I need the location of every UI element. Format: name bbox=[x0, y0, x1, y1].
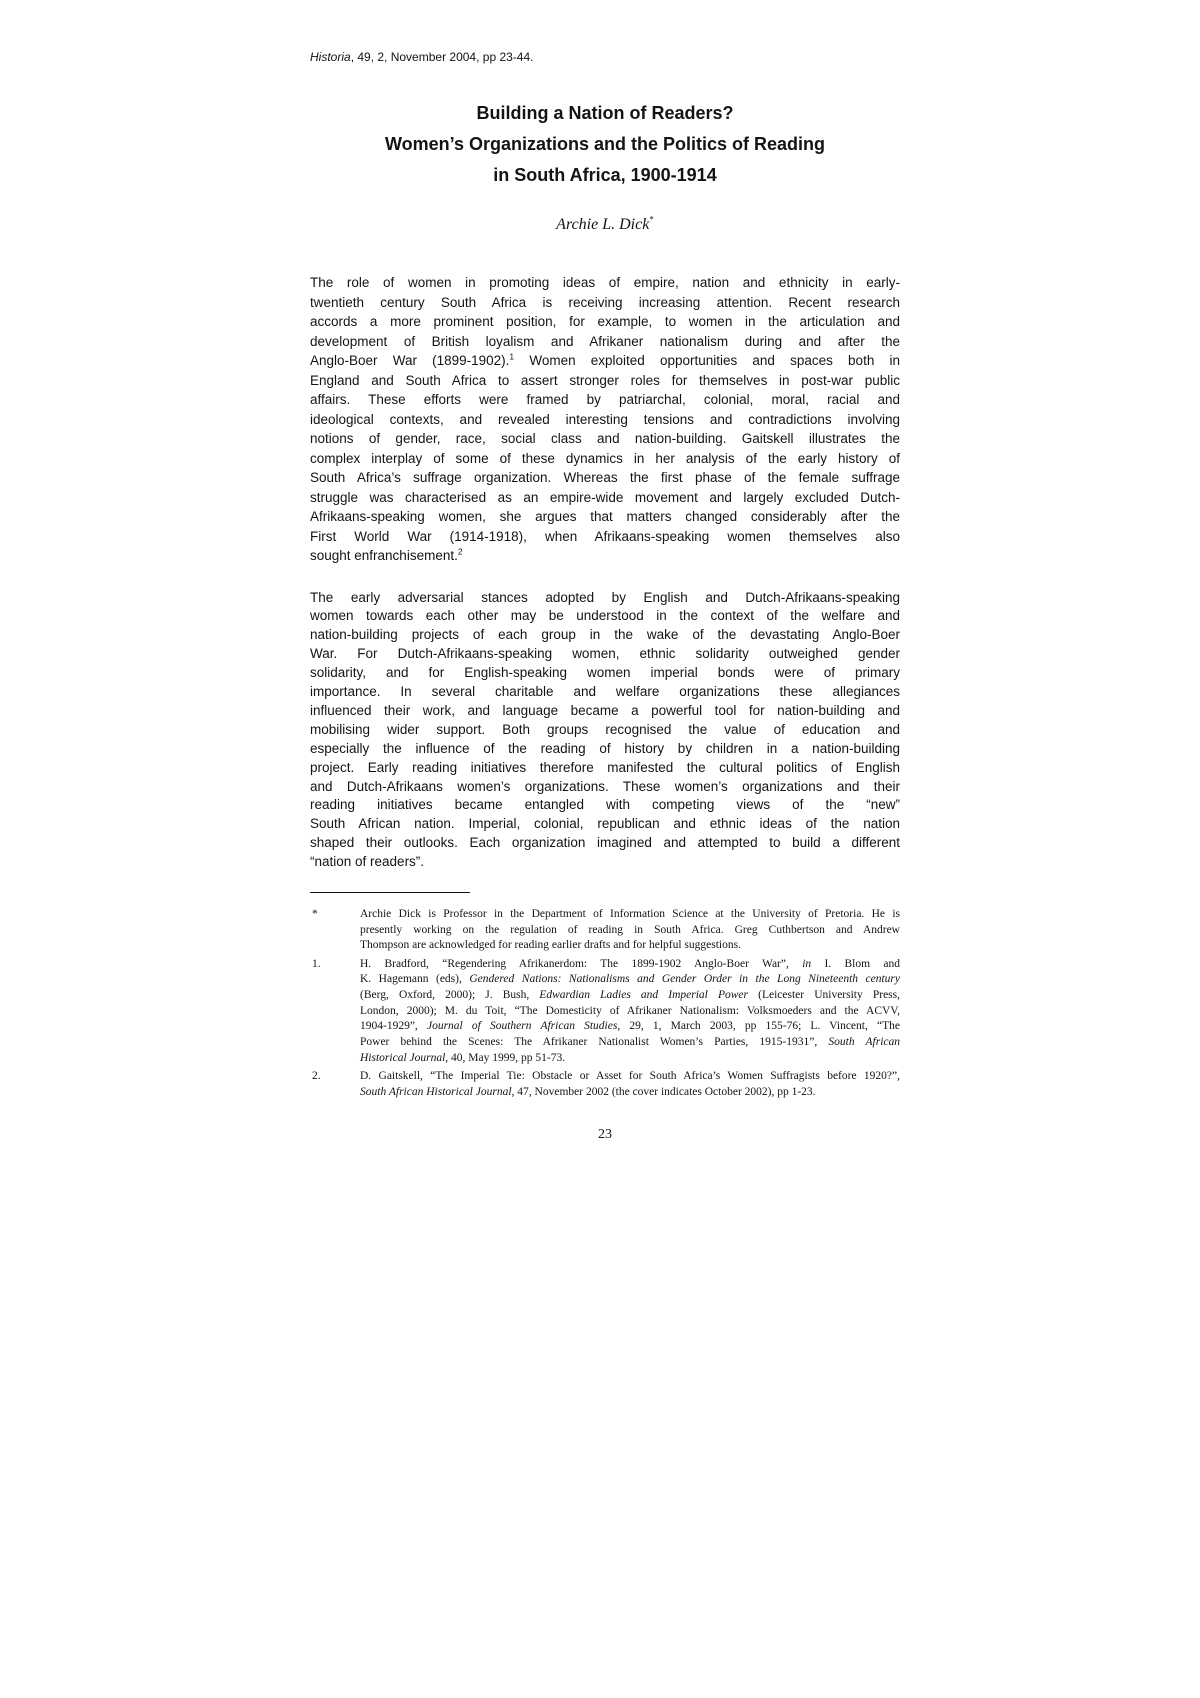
text-line: England and South Africa to assert stronger roles for themselves in post-war public bbox=[310, 372, 900, 388]
text-line bbox=[360, 1035, 900, 1051]
text-line: importance. In several charitable and welfare organizations these allegiances bbox=[310, 684, 900, 700]
title-line: Building a Nation of Readers? bbox=[476, 103, 734, 123]
text-line: project. Early reading initiatives therefore manifested the cultural politics of English bbox=[310, 759, 900, 775]
text-line: South Africa’s suffrage organization. Whereas the first phase of the female suffrage bbox=[310, 470, 900, 485]
text-line bbox=[360, 972, 900, 988]
title-line: in South Africa, 1900-1914 bbox=[493, 165, 717, 185]
text-segment: (Leicester University Press, bbox=[748, 989, 900, 1002]
author-name: Archie L. Dick bbox=[556, 216, 650, 233]
running-header bbox=[310, 48, 533, 66]
text-line: South African nation. Imperial, colonial, republican and ethnic ideas of the nation bbox=[310, 816, 900, 832]
text-line: The role of women in promoting ideas of empire, nation and ethnicity in early- bbox=[310, 275, 900, 290]
footnote-reference: 1 bbox=[509, 351, 515, 362]
text-line: mobilising wider support. Both groups recognised the value of education and bbox=[310, 721, 900, 737]
italic-text: South African bbox=[828, 1036, 900, 1049]
author-byline bbox=[310, 215, 900, 235]
footnote bbox=[310, 907, 900, 954]
text-line: shaped their outlooks. Each organization imagined and attempted to build a different bbox=[310, 835, 900, 851]
text-line: reading initiatives became entangled with competing views of the “new” bbox=[310, 797, 900, 813]
footnote-marker: 2. bbox=[312, 1070, 321, 1083]
footnote-text bbox=[360, 1069, 900, 1100]
text-line: Afrikaans-speaking women, she argues that matters changed considerably after the bbox=[310, 509, 900, 524]
text-segment: (Berg, Oxford, 2000); J. Bush, bbox=[360, 989, 540, 1002]
text-line bbox=[310, 351, 900, 371]
footnote-text bbox=[360, 907, 900, 954]
text-line: development of British loyalism and Afrikaner nationalism during and after the bbox=[310, 333, 900, 349]
text-line bbox=[310, 546, 900, 566]
italic-text: in bbox=[802, 957, 812, 970]
text-line: Thompson are acknowledged for reading earlier drafts and for helpful suggestions. bbox=[360, 939, 741, 952]
text-line: affairs. These efforts were framed by patriarchal, colonial, moral, racial and bbox=[310, 392, 900, 407]
text-segment: , 40, May 1999, pp 51-73. bbox=[445, 1051, 566, 1064]
text-line bbox=[360, 988, 900, 1004]
page-number: 23 bbox=[598, 1127, 612, 1142]
text-line: presently working on the regulation of reading in South Africa. Greg Cuthbertson and Andrew bbox=[360, 923, 900, 936]
text-line: D. Gaitskell, “The Imperial Tie: Obstacle or Asset for South Africa’s Women Suffragists before 1920?”, bbox=[360, 1070, 900, 1083]
text-segment: Anglo-Boer War (1899-1902). bbox=[310, 353, 510, 368]
author-note-marker: * bbox=[649, 214, 654, 225]
text-line: London, 2000); M. du Toit, “The Domesticity of Afrikaner Nationalism: Volksmoeders and the ACVV, bbox=[360, 1004, 900, 1017]
footnotes bbox=[310, 907, 900, 1103]
text-line: “nation of readers”. bbox=[310, 854, 425, 870]
italic-text: Gendered Nations: Nationalisms and Gender Order in the Long Nineteenth century bbox=[469, 973, 901, 986]
text-segment: 1904-1929”, bbox=[360, 1020, 427, 1033]
text-line bbox=[360, 1019, 900, 1035]
text-line: struggle was characterised as an empire-wide movement and largely excluded Dutch- bbox=[310, 489, 900, 505]
italic-text: Historical Journal bbox=[360, 1051, 446, 1064]
text-line: and Dutch-Afrikaans women’s organizations. These women’s organizations and their bbox=[310, 778, 900, 794]
text-line: First World War (1914-1918), when Afrikaans-speaking women themselves also bbox=[310, 528, 900, 544]
text-segment: sought enfranchisement. bbox=[310, 548, 458, 563]
italic-text: Journal of Southern African Studies bbox=[426, 1020, 618, 1033]
text-line bbox=[360, 957, 900, 973]
text-segment: K. Hagemann (eds), bbox=[360, 973, 470, 986]
text-line: notions of gender, race, social class and nation-building. Gaitskell illustrates the bbox=[310, 431, 900, 446]
italic-text: Edwardian Ladies and Imperial Power bbox=[539, 989, 749, 1002]
article-title bbox=[310, 98, 900, 191]
issue-citation: , 49, 2, November 2004, pp 23-44. bbox=[350, 50, 534, 64]
text-segment: H. Bradford, “Regendering Afrikanerdom: The 1899-1902 Anglo-Boer War”, bbox=[360, 957, 803, 970]
text-line bbox=[360, 1085, 900, 1101]
footnote-marker: * bbox=[312, 908, 318, 920]
text-line: Archie Dick is Professor in the Department of Information Science at the University of Pretoria. He is bbox=[360, 908, 900, 920]
title-line: Women’s Organizations and the Politics of Reading bbox=[384, 134, 826, 154]
body-paragraph bbox=[310, 273, 900, 566]
journal-name: Historia bbox=[310, 50, 351, 64]
text-line: especially the influence of the reading of history by children in a nation-building bbox=[310, 740, 900, 756]
footnote bbox=[310, 1069, 900, 1100]
footnote-separator bbox=[310, 892, 470, 893]
text-line: solidarity, and for English-speaking women imperial bonds were of primary bbox=[310, 665, 900, 681]
article-body bbox=[310, 273, 900, 872]
footnote-text bbox=[360, 957, 900, 1067]
text-line: The early adversarial stances adopted by English and Dutch-Afrikaans-speaking bbox=[310, 589, 900, 605]
text-line: women towards each other may be understood in the context of the welfare and bbox=[310, 608, 900, 624]
text-line: nation-building projects of each group in the wake of the devastating Anglo-Boer bbox=[310, 627, 900, 643]
footnote-marker: 1. bbox=[312, 957, 321, 970]
footnote bbox=[310, 957, 900, 1067]
italic-text: South African Historical Journal bbox=[360, 1085, 512, 1098]
text-segment: , 29, 1, March 2003, pp 155-76; L. Vincent, “The bbox=[617, 1020, 900, 1033]
text-line: ideological contexts, and revealed interesting tensions and contradictions involving bbox=[310, 411, 900, 427]
text-line: complex interplay of some of these dynamics in her analysis of the early history of bbox=[310, 450, 900, 466]
text-line bbox=[360, 1051, 900, 1067]
text-segment: Women exploited opportunities and spaces both in bbox=[514, 353, 900, 368]
text-line: influenced their work, and language became a powerful tool for nation-building and bbox=[310, 702, 900, 718]
text-segment: , 47, November 2002 (the cover indicates October 2002), pp 1-23. bbox=[511, 1085, 816, 1098]
text-line: War. For Dutch-Afrikaans-speaking women, ethnic solidarity outweighed gender bbox=[310, 646, 900, 662]
footnote-reference: 2 bbox=[457, 546, 463, 557]
text-segment: I. Blom and bbox=[811, 957, 900, 970]
text-line: twentieth century South Africa is receiving increasing attention. Recent research bbox=[310, 294, 900, 310]
text-line: accords a more prominent position, for example, to women in the articulation and bbox=[310, 314, 900, 329]
text-segment: Power behind the Scenes: The Afrikaner Nationalist Women’s Parties, 1915-1931”, bbox=[360, 1036, 829, 1049]
body-paragraph bbox=[310, 589, 900, 873]
